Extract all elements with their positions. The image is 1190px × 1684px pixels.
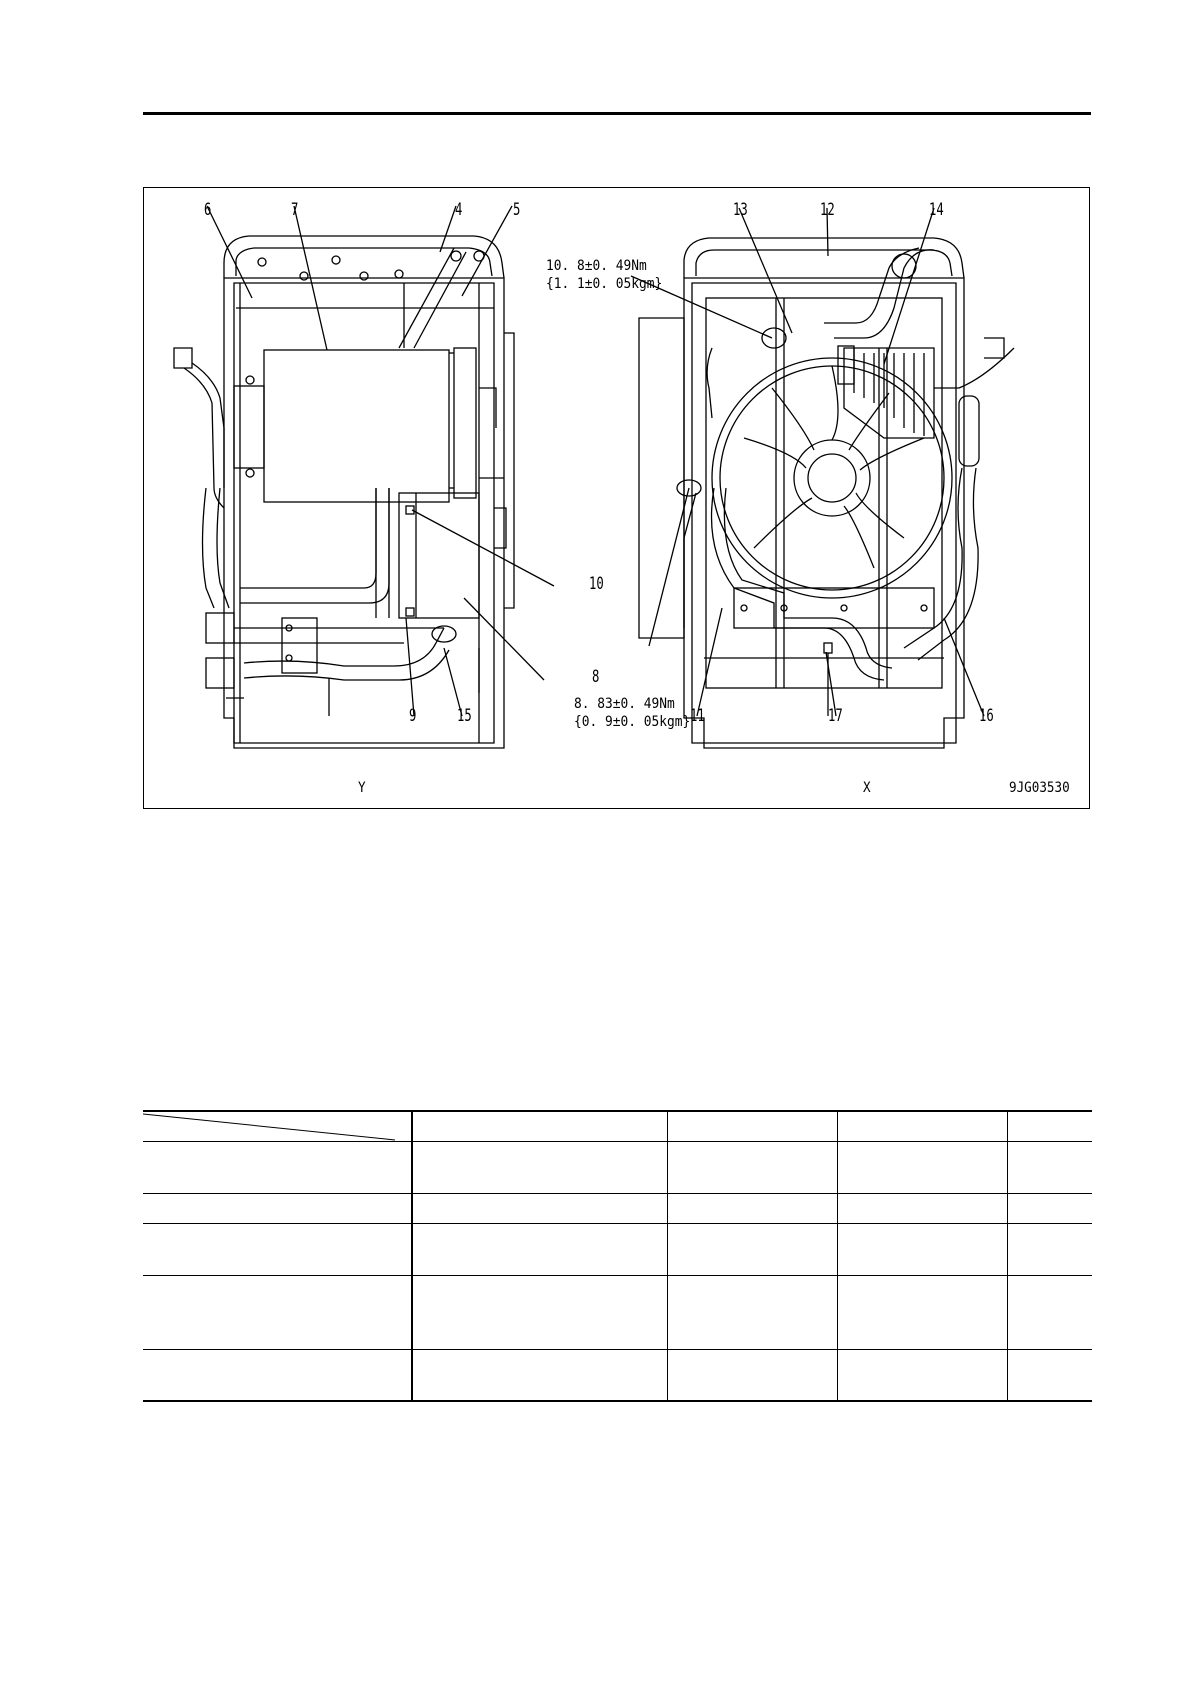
table-cell (1007, 1193, 1092, 1223)
table-cell (143, 1275, 412, 1349)
table-cell (412, 1349, 667, 1401)
callout-6: 6 (204, 200, 212, 220)
table-cell (412, 1193, 667, 1223)
callout-9: 9 (409, 706, 417, 726)
table-cell (667, 1141, 837, 1193)
table-row (143, 1193, 1092, 1223)
callout-15: 15 (457, 706, 472, 726)
drawing-code: 9JG03530 (1009, 780, 1070, 796)
table-row (143, 1223, 1092, 1275)
table-cell (412, 1141, 667, 1193)
torque-lower-value: 8. 83±0. 49Nm (574, 696, 675, 712)
table-cell (412, 1275, 667, 1349)
table-cell (667, 1223, 837, 1275)
table-cell (837, 1275, 1007, 1349)
radiator-assembly-figure (143, 187, 1090, 809)
torque-upper-kgm: {1. 1±0. 05kgm} (546, 275, 663, 292)
table-header-cell (1007, 1111, 1092, 1141)
callout-8: 8 (592, 667, 600, 687)
table-cell (1007, 1349, 1092, 1401)
callout-17: 17 (828, 706, 843, 726)
table-cell (1007, 1223, 1092, 1275)
table-cell (143, 1193, 412, 1223)
table-header-cell (837, 1111, 1007, 1141)
view-label-x: X (863, 780, 871, 796)
table-row (143, 1141, 1092, 1193)
table-cell (412, 1223, 667, 1275)
table-cell (837, 1223, 1007, 1275)
table-cell (143, 1349, 412, 1401)
table-cell (1007, 1141, 1092, 1193)
diagonal-divider (143, 1112, 411, 1142)
table-header-row (143, 1111, 1092, 1141)
view-y-drawing (174, 206, 554, 748)
callout-14: 14 (929, 200, 944, 220)
view-x-drawing (631, 208, 1014, 748)
table-cell (1007, 1275, 1092, 1349)
table-corner-cell (143, 1111, 412, 1141)
torque-spec-upper (546, 258, 662, 293)
table-header-cell (412, 1111, 667, 1141)
callout-7: 7 (291, 200, 299, 220)
callout-13: 13 (733, 200, 748, 220)
table-cell (837, 1349, 1007, 1401)
callout-12: 12 (820, 200, 835, 220)
table-cell (143, 1141, 412, 1193)
callout-16: 16 (979, 706, 994, 726)
torque-lower-kgm: {0. 9±0. 05kgm} (574, 713, 691, 730)
table-cell (837, 1193, 1007, 1223)
view-label-y: Y (358, 780, 366, 796)
table-cell (667, 1275, 837, 1349)
callout-4: 4 (455, 200, 463, 220)
spec-table (143, 1110, 1092, 1402)
table-cell (667, 1193, 837, 1223)
table-row (143, 1349, 1092, 1401)
table-cell (837, 1141, 1007, 1193)
table-cell (143, 1223, 412, 1275)
table-header-cell (667, 1111, 837, 1141)
callout-5: 5 (513, 200, 521, 220)
callout-10: 10 (589, 574, 604, 594)
torque-upper-value: 10. 8±0. 49Nm (546, 258, 647, 274)
header-rule (143, 112, 1091, 115)
table-cell (667, 1349, 837, 1401)
callout-11: 11 (690, 706, 705, 726)
torque-spec-lower (574, 696, 690, 731)
table-row (143, 1275, 1092, 1349)
